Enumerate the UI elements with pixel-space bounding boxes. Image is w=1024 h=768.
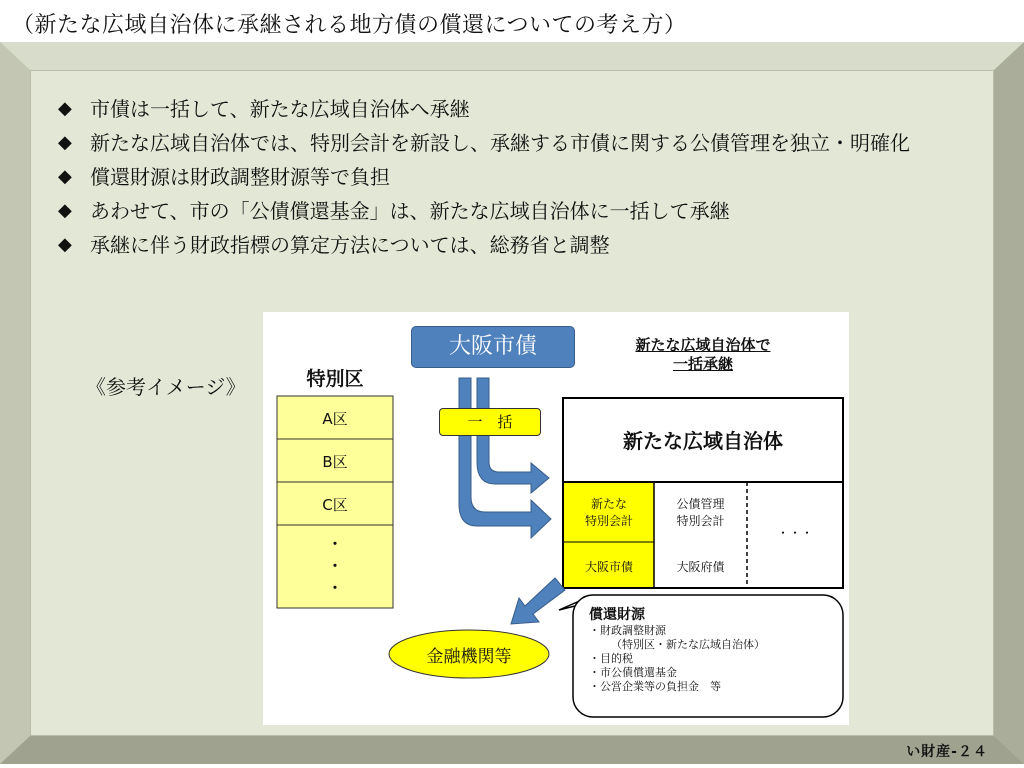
transfer-note-line2: 一括承継 bbox=[672, 355, 733, 373]
debt-management-account-cell bbox=[654, 496, 747, 530]
page-number-label: い財産-２４ bbox=[906, 744, 988, 760]
ward-ellipsis: ・ bbox=[328, 537, 342, 553]
ward-a: A区 bbox=[322, 410, 348, 428]
reference-diagram bbox=[263, 312, 849, 725]
transfer-note bbox=[593, 336, 813, 374]
osaka-city-bonds-label: 大阪市債 bbox=[448, 334, 537, 359]
osaka-city-bonds-box bbox=[411, 326, 575, 368]
repayment-item: ・財政調整財源 bbox=[589, 624, 666, 637]
new-government-title: 新たな広域自治体 bbox=[623, 429, 783, 453]
osaka-city-bonds-cell: 大阪市債 bbox=[584, 560, 633, 574]
bulk-label-box bbox=[439, 408, 541, 436]
bullet-text: 承継に伴う財政指標の算定方法については、総務省と調整 bbox=[90, 233, 610, 257]
osaka-pref-bonds-cell: 大阪府債 bbox=[676, 560, 725, 574]
reference-image-label: 《参考イメージ》 bbox=[86, 375, 246, 399]
repayment-item: ・市公債償還基金 bbox=[589, 666, 677, 679]
repayment-sources bbox=[589, 606, 839, 694]
bullet-text: 新たな広域自治体では、特別会計を新設し、承継する市債に関する公債管理を独立・明確化 bbox=[90, 131, 910, 155]
new-special-account-cell bbox=[564, 496, 654, 530]
repayment-arrow bbox=[511, 578, 565, 624]
repayment-sources-title: 償還財源 bbox=[589, 607, 645, 623]
repayment-item: （特別区・新たな広域自治体） bbox=[611, 638, 765, 651]
bulk-label: 一 括 bbox=[467, 413, 513, 431]
bullet-item bbox=[58, 228, 988, 262]
bullet-text: 償還財源は財政調整財源等で負担 bbox=[90, 165, 390, 189]
bullet-item bbox=[58, 92, 988, 126]
bullet-text: 市債は一括して、新たな広域自治体へ承継 bbox=[90, 97, 470, 121]
debt-management-line1: 公債管理 bbox=[676, 497, 725, 511]
financial-institutions-label: 金融機関等 bbox=[426, 647, 512, 667]
ward-c: C区 bbox=[322, 496, 348, 514]
repayment-item: ・公営企業等の負担金 等 bbox=[589, 680, 721, 693]
bulk-transfer-arrows bbox=[459, 378, 551, 538]
repayment-item: ・目的税 bbox=[589, 652, 633, 665]
new-special-account-line2: 特別会計 bbox=[584, 514, 633, 528]
page-title: （新たな広域自治体に承継される地方債の償還についての考え方） bbox=[12, 13, 687, 38]
ward-ellipsis: ・ bbox=[328, 559, 342, 575]
ward-b: B区 bbox=[322, 453, 348, 471]
transfer-note-line1: 新たな広域自治体で bbox=[635, 336, 771, 354]
other-accounts-ellipsis: ・・・ bbox=[776, 526, 813, 540]
bullet-item bbox=[58, 126, 988, 160]
debt-management-line2: 特別会計 bbox=[676, 514, 725, 528]
diamond-bullet-icon: ◆ bbox=[58, 166, 72, 187]
new-special-account-line1: 新たな bbox=[590, 497, 627, 511]
diamond-bullet-icon: ◆ bbox=[58, 132, 72, 153]
ward-header: 特別区 bbox=[306, 368, 364, 390]
ward-ellipsis: ・ bbox=[328, 581, 342, 597]
diamond-bullet-icon: ◆ bbox=[58, 98, 72, 119]
bullet-list bbox=[58, 92, 988, 262]
diamond-bullet-icon: ◆ bbox=[58, 200, 72, 221]
bullet-item bbox=[58, 194, 988, 228]
bullet-item bbox=[58, 160, 988, 194]
bullet-text: あわせて、市の「公債償還基金」は、新たな広域自治体に一括して承継 bbox=[90, 199, 730, 223]
diamond-bullet-icon: ◆ bbox=[58, 234, 72, 255]
